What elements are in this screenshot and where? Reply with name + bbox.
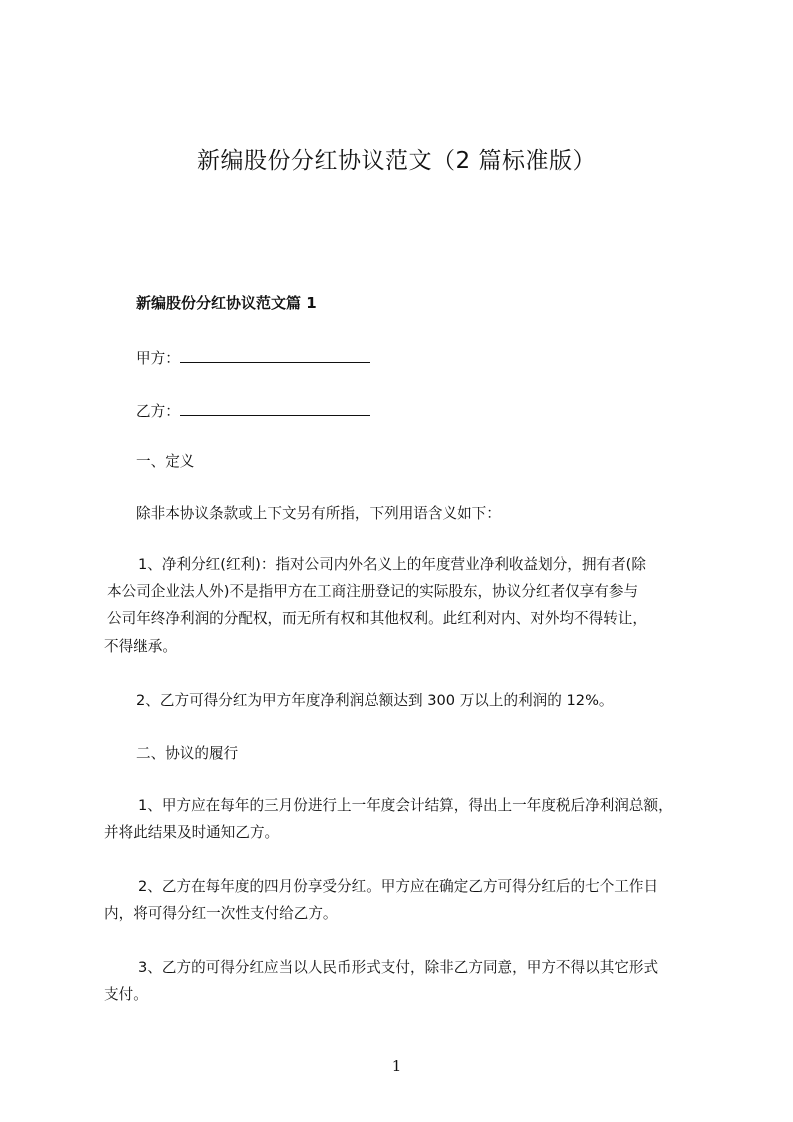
party-a-line xyxy=(136,347,370,367)
party-a-label: 甲方： xyxy=(136,350,180,367)
page-number: 1 xyxy=(391,1057,402,1075)
definition-item-2: 2、乙方可得分红为甲方年度净利润总额达到 300 万以上的利润的 12%。 xyxy=(136,692,614,709)
paragraph-line: 公司年终净利润的分配权，而无所有权和其他权利。此红利对内、对外均不得转让， xyxy=(107,610,647,627)
paragraph-line: 并将此结果及时通知乙方。 xyxy=(104,824,280,841)
paragraph-line: 2、乙方在每年度的四月份享受分红。甲方应在确定乙方可得分红后的七个工作日 xyxy=(138,878,659,895)
party-a-blank xyxy=(180,347,370,363)
paragraph-line: 1、净利分红(红利)：指对公司内外名义上的年度营业净利收益划分，拥有者(除 xyxy=(138,556,646,573)
section-subtitle: 新编股份分红协议范文篇 1 xyxy=(136,294,317,312)
party-b-line xyxy=(136,400,370,420)
paragraph-line: 内，将可得分红一次性支付给乙方。 xyxy=(104,905,338,922)
party-b-blank xyxy=(180,400,370,416)
section2-heading: 二、协议的履行 xyxy=(136,745,239,762)
paragraph-line: 1、甲方应在每年的三月份进行上一年度会计结算，得出上一年度税后净利润总额， xyxy=(138,797,673,814)
section1-heading: 一、定义 xyxy=(136,453,195,470)
paragraph-line: 3、乙方的可得分红应当以人民币形式支付，除非乙方同意，甲方不得以其它形式 xyxy=(138,959,659,976)
intro-paragraph: 除非本协议条款或上下文另有所指，下列用语含义如下： xyxy=(136,505,501,522)
paragraph-line: 本公司企业法人外)不是指甲方在工商注册登记的实际股东，协议分红者仅享有参与 xyxy=(107,583,639,600)
paragraph-line: 不得继承。 xyxy=(104,638,177,655)
document-title: 新编股份分红协议范文（2 篇标准版） xyxy=(197,148,596,174)
party-b-label: 乙方： xyxy=(136,403,180,420)
paragraph-line: 支付。 xyxy=(104,986,148,1003)
